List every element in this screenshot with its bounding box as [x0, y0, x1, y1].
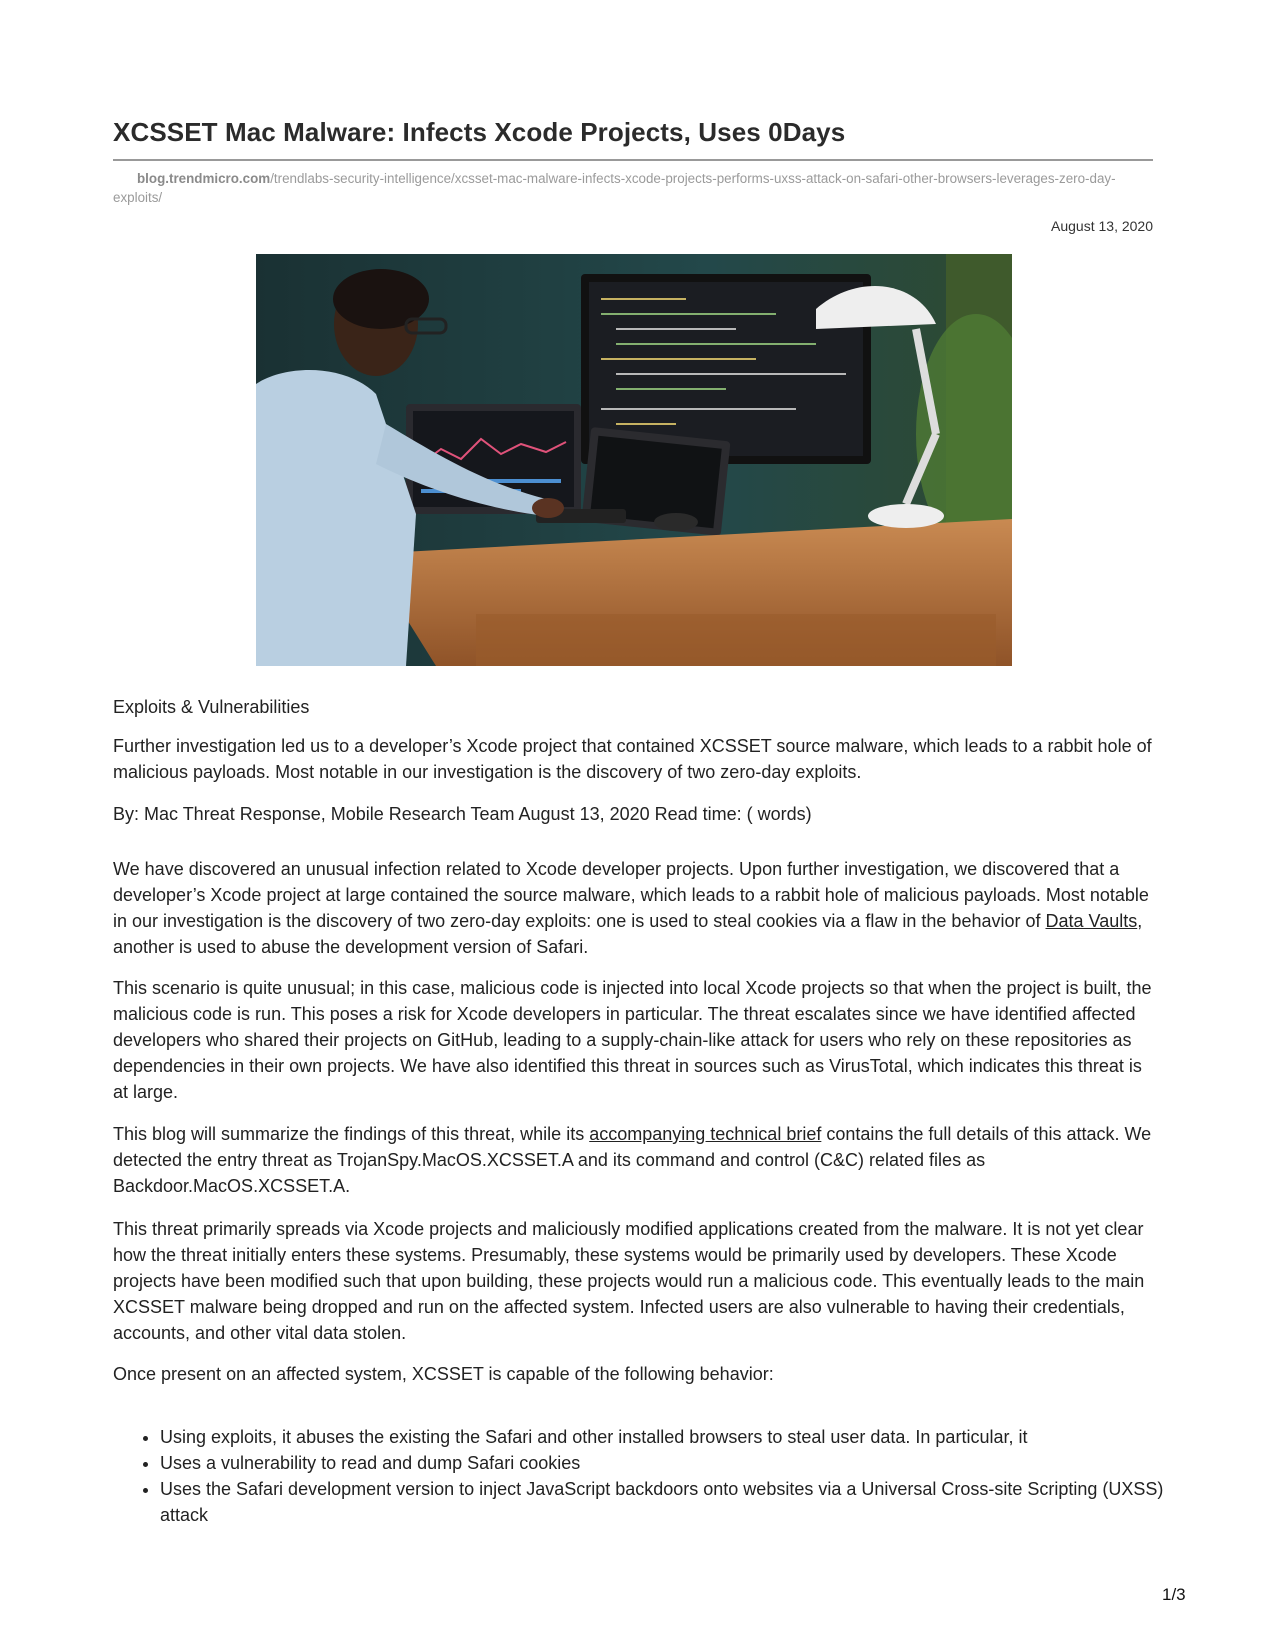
byline-text: By: Mac Threat Response, Mobile Research Team August 13, 2020 Read time: ( words): [113, 804, 812, 824]
publish-date: August 13, 2020: [1051, 218, 1153, 234]
p3-text-before: This blog will summarize the findings of this threat, while its: [113, 1124, 590, 1144]
list-item: • Uses a vulnerability to read and dump Safari cookies: [160, 1450, 1200, 1476]
article-summary: [113, 733, 1153, 785]
technical-brief-link[interactable]: accompanying technical brief: [589, 1124, 822, 1144]
p1-text-before: We have discovered an unusual infection related to Xcode developer projects. Upon further investigation, we discovered that a developer’s Xcode project at large contained the source malware, which leads to a rabbit hole of malicious payloads. Most notable in our investigation is the discovery of two zero-day exploits: one is used to steal cookies via a flaw in the behavior of: [113, 859, 1149, 931]
paragraph-5: [113, 1361, 1153, 1387]
data-vaults-link[interactable]: Data Vaults: [1045, 911, 1138, 931]
list-item: • Uses the Safari development version to inject JavaScript backdoors onto websites via a Universal Cross-site Scripting (UXSS) attack: [160, 1476, 1200, 1528]
p1-text-after: , another is used to abuse the development version of Safari.: [113, 911, 1143, 957]
paragraph-4: [113, 1216, 1153, 1346]
source-host: blog.trendmicro.com: [137, 171, 271, 186]
source-url[interactable]: [113, 169, 1153, 207]
paragraph-1: [113, 856, 1153, 960]
p4-text: This threat primarily spreads via Xcode projects and maliciously modified applications created from the malware. It is not yet clear how the threat initially enters these systems. Presumably, these systems would be primarily used by developers. These Xcode projects have been modified such that upon building, these projects would run a malicious code. This eventually leads to the main XCSSET malware being dropped and run on the affected system. Infected users are also vulnerable to having their credentials, accounts, and other vital data stolen.: [113, 1219, 1145, 1343]
list-item: • Using exploits, it abuses the existing the Safari and other installed browsers to steal user data. In particular, it: [160, 1424, 1200, 1450]
article-category: Exploits & Vulnerabilities: [113, 697, 310, 717]
article-title: XCSSET Mac Malware: Infects Xcode Projects, Uses 0Days: [113, 117, 846, 147]
article-byline: [113, 801, 1153, 827]
source-path: /trendlabs-security-intelligence/xcsset-mac-malware-infects-xcode-projects-performs-uxss-attack-on-safari-other-browsers-leverages-zero-day-exploits/: [113, 171, 1116, 205]
page-number: 1/3: [1162, 1585, 1186, 1604]
hero-image: [256, 254, 1012, 666]
behavior-list: [113, 1424, 1200, 1528]
p3-text-after: contains the full details of this attack. We detected the entry threat as TrojanSpy.MacOS.XCSSET.A and its command and control (C&C) related files as Backdoor.MacOS.XCSSET.A.: [113, 1124, 1152, 1196]
p5-text: Once present on an affected system, XCSSET is capable of the following behavior:: [113, 1364, 774, 1384]
p2-text: This scenario is quite unusual; in this case, malicious code is injected into local Xcode projects so that when the project is built, the malicious code is run. This poses a risk for Xcode developers in particular. The threat escalates since we have identified affected developers who shared their projects on GitHub, leading to a supply-chain-like attack for users who rely on these repositories as dependencies in their own projects. We have also identified this threat in sources such as VirusTotal, which indicates this threat is at large.: [113, 978, 1152, 1102]
title-divider: [113, 159, 1153, 161]
paragraph-2: [113, 975, 1153, 1105]
summary-text: Further investigation led us to a developer’s Xcode project that contained XCSSET source malware, which leads to a rabbit hole of malicious payloads. Most notable in our investigation is the discovery of two zero-day exploits.: [113, 736, 1152, 782]
paragraph-3: [113, 1121, 1153, 1199]
